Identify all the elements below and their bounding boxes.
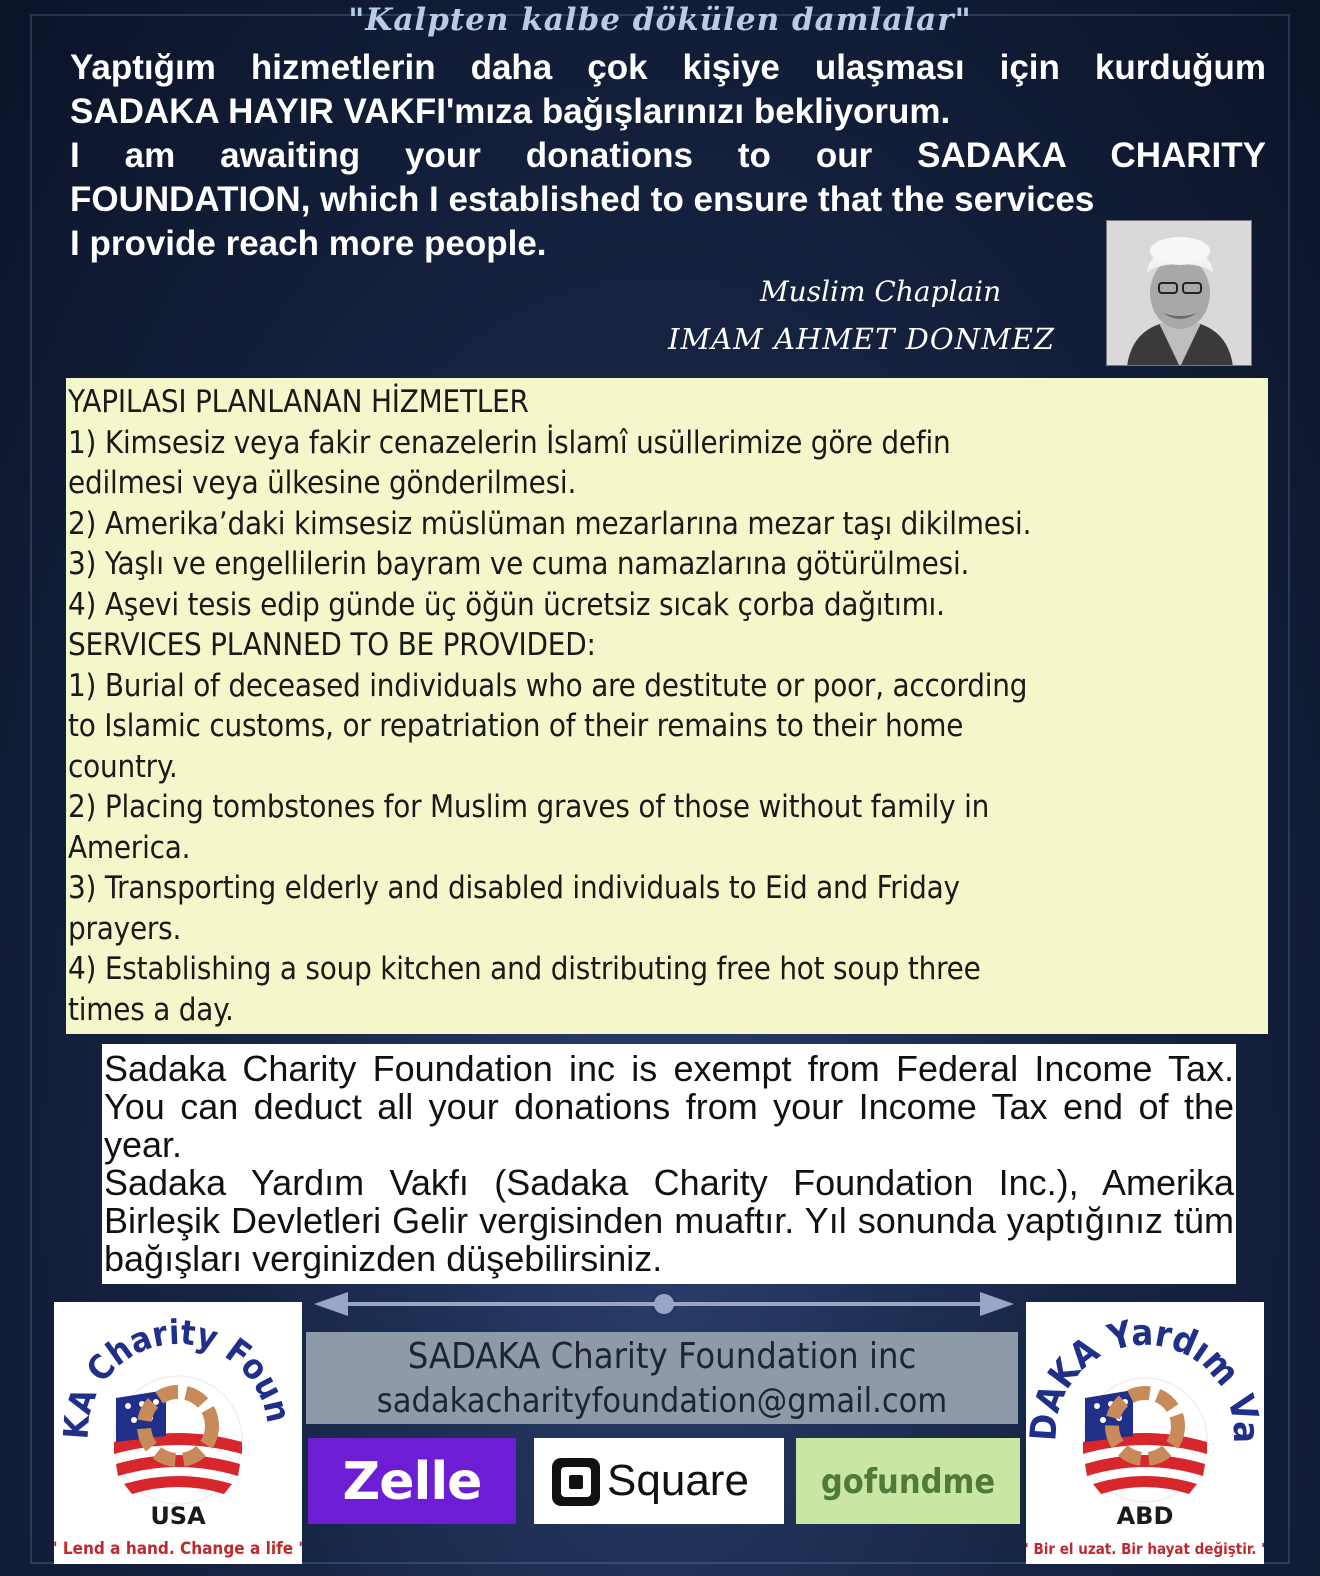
intro-tr-line-2: SADAKA HAYIR VAKFI'mıza bağışlarınızı bekliyorum. <box>70 92 951 131</box>
services-line: 4) Establishing a soup kitchen and distributing free hot soup three <box>68 951 981 987</box>
gofundme-badge[interactable] <box>796 1438 1020 1524</box>
services-line: 3) Yaşlı ve engellilerin bayram ve cuma namazlarına götürülmesi. <box>68 546 970 582</box>
contact-panel <box>306 1332 1018 1424</box>
services-line: edilmesi veya ülkesine gönderilmesi. <box>68 465 577 501</box>
logo-abd-arc-text: DAKA Yardım Va <box>1026 1312 1264 1444</box>
services-line: 1) Burial of deceased individuals who are destitute or poor, according <box>68 667 1028 704</box>
logo-usa <box>54 1302 302 1564</box>
intro-text <box>70 46 1266 266</box>
intro-en-line-2: FOUNDATION, which I established to ensure that the services <box>70 180 1095 219</box>
tax-exempt-notice <box>102 1044 1236 1284</box>
logo-usa-country: USA <box>150 1502 206 1530</box>
tagline: "Kalpten kalbe dökülen damlalar" <box>348 2 972 38</box>
logo-usa-arc-text: KA Charity Foun <box>56 1312 299 1441</box>
signature-name: IMAM AHMET DONMEZ <box>668 322 1056 356</box>
services-line: 2) Placing tombstones for Muslim graves of those without family in <box>68 789 990 825</box>
services-line: prayers. <box>68 910 182 947</box>
services-line: America. <box>68 829 191 866</box>
services-line: times a day. <box>68 991 234 1028</box>
zelle-badge[interactable] <box>308 1438 516 1524</box>
services-line: 4) Aşevi tesis edip günde üç öğün ücretsiz sıcak çorba dağıtımı. <box>68 586 945 623</box>
services-panel <box>66 378 1268 1034</box>
tax-notice-turkish: Sadaka Yardım Vakfı (Sadaka Charity Foundation Inc.), Amerika Birleşik Devletleri Gelir vergisinden muaftır. Yıl sonunda yaptığınız tüm bağışları verginizden düşebilirsiniz. <box>104 1162 1234 1279</box>
logo-abd-motto: " Bir el uzat. Bir hayat değiştir. " <box>1026 1540 1264 1558</box>
decorative-arrows-icon <box>308 1286 1020 1322</box>
signature-role: Muslim Chaplain <box>760 275 1002 308</box>
logo-abd-country: ABD <box>1116 1502 1174 1530</box>
gofundme-label: gofundme <box>820 1462 996 1502</box>
services-line: YAPILASI PLANLANAN HİZMETLER <box>68 384 529 420</box>
services-line: to Islamic customs, or repatriation of their remains to their home <box>68 708 964 744</box>
intro-en-line-1: I am awaiting your donations to our SADAKA CHARITY <box>70 136 1266 175</box>
logo-usa-motto: " Lend a hand. Change a life " <box>54 1539 302 1559</box>
intro-en-line-3: I provide reach more people. <box>70 224 547 263</box>
intro-tr-line-1: Yaptığım hizmetlerin daha çok kişiye ulaşması için kurduğum <box>70 48 1266 87</box>
services-line: 1) Kimsesiz veya fakir cenazelerin İslamî usüllerimize göre defin <box>68 424 951 461</box>
services-line: 2) Amerika’daki kimsesiz müslüman mezarlarına mezar taşı dikilmesi. <box>68 505 1032 542</box>
imam-portrait-photo <box>1106 220 1252 366</box>
square-badge[interactable] <box>534 1438 784 1524</box>
logo-abd <box>1026 1302 1264 1564</box>
square-label: Square <box>607 1456 749 1505</box>
zelle-label: Zelle <box>342 1452 482 1512</box>
tax-notice-english: Sadaka Charity Foundation inc is exempt from Federal Income Tax. You can deduct all your donations from your Income Tax end of the year. <box>104 1048 1234 1165</box>
contact-name: SADAKA Charity Foundation inc <box>407 1336 917 1377</box>
contact-email: sadakacharityfoundation@gmail.com <box>376 1381 948 1421</box>
services-line: country. <box>68 748 178 785</box>
services-line: 3) Transporting elderly and disabled individuals to Eid and Friday <box>68 870 960 906</box>
services-line: SERVICES PLANNED TO BE PROVIDED: <box>68 627 596 663</box>
